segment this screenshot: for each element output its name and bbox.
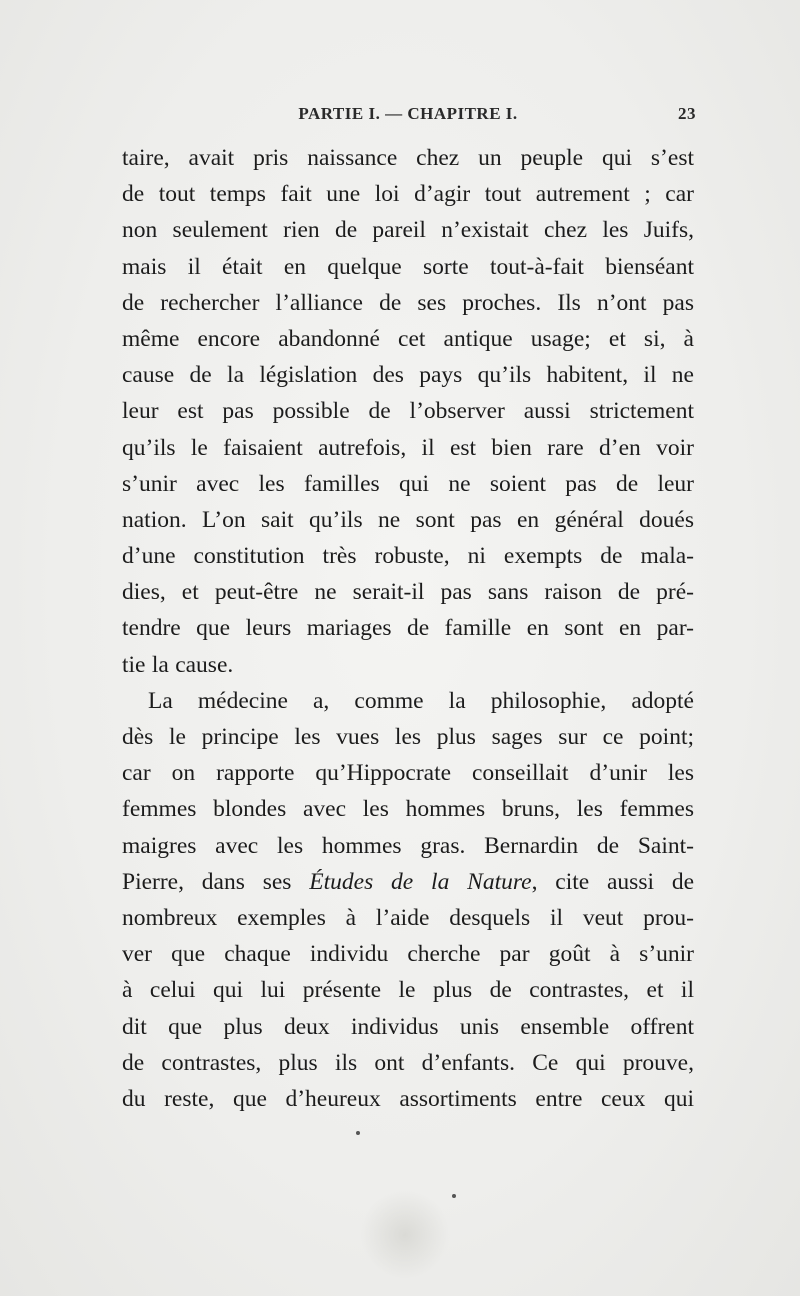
text-line: maigres avec les hommes gras. Bernardin de Saint- xyxy=(122,832,694,859)
text-line: de rechercher l’alliance de ses proches. Ils n’ont pas xyxy=(122,289,694,316)
text-line: nombreux exemples à l’aide desquels il veut prou- xyxy=(122,904,694,931)
text-line: tendre que leurs mariages de famille en sont en par- xyxy=(122,615,694,642)
text-line: d’une constitution très robuste, ni exempts de mala- xyxy=(122,543,694,570)
text-line: taire, avait pris naissance chez un peuple qui s’est xyxy=(122,145,694,171)
text-line: nation. L’on sait qu’ils ne sont pas en général doués xyxy=(122,506,694,533)
running-head: PARTIE I. — CHAPITRE I. xyxy=(298,104,518,123)
page-header xyxy=(122,104,694,130)
body-text xyxy=(122,140,694,1117)
text-line: dès le principe les vues les plus sages sur ce point; xyxy=(122,724,694,750)
text-fragment: Pierre, dans ses xyxy=(122,868,292,895)
text-line-italic-title xyxy=(122,864,694,900)
text-line: de contrastes, plus ils ont d’enfants. Ce qui prouve, xyxy=(122,1049,694,1076)
ink-speck xyxy=(452,1194,456,1198)
text-line: non seulement rien de pareil n’existait chez les Juifs, xyxy=(122,217,694,244)
text-line: dit que plus deux individus unis ensemble offrent xyxy=(122,1013,694,1040)
text-line: cause de la législation des pays qu’ils habitent, il ne xyxy=(122,362,694,389)
text-line: qu’ils le faisaient autrefois, il est bien rare d’en voir xyxy=(122,434,694,461)
text-line: même encore abandonné cet antique usage; et si, à xyxy=(122,325,694,352)
text-line: du reste, que d’heureux assortiments entre ceux qui xyxy=(122,1085,694,1112)
text-line: de tout temps fait une loi d’agir tout autrement ; car xyxy=(122,181,694,208)
text-line: à celui qui lui présente le plus de contrastes, et il xyxy=(122,977,694,1004)
text-line: La médecine a, comme la philosophie, adopté xyxy=(148,687,694,714)
paper-stain xyxy=(360,1190,450,1280)
text-line: car on rapporte qu’Hippocrate conseillait d’unir les xyxy=(122,760,694,787)
book-title-italic: Études de la Nature xyxy=(309,868,532,895)
page-number: 23 xyxy=(678,104,696,123)
text-line: femmes blondes avec les hommes bruns, les femmes xyxy=(122,796,694,823)
text-line: s’unir avec les familles qui ne soient pas de leur xyxy=(122,470,694,497)
ink-speck xyxy=(356,1131,360,1135)
text-line: tie la cause. xyxy=(122,651,234,678)
text-line: leur est pas possible de l’observer aussi strictement xyxy=(122,398,694,425)
text-line: dies, et peut-être ne serait-il pas sans raison de pré- xyxy=(122,579,694,606)
text-fragment: , cite aussi de xyxy=(531,868,695,895)
text-line: ver que chaque individu cherche par goût à s’unir xyxy=(122,941,694,968)
text-line: mais il était en quelque sorte tout-à-fait bienséant xyxy=(122,253,694,280)
